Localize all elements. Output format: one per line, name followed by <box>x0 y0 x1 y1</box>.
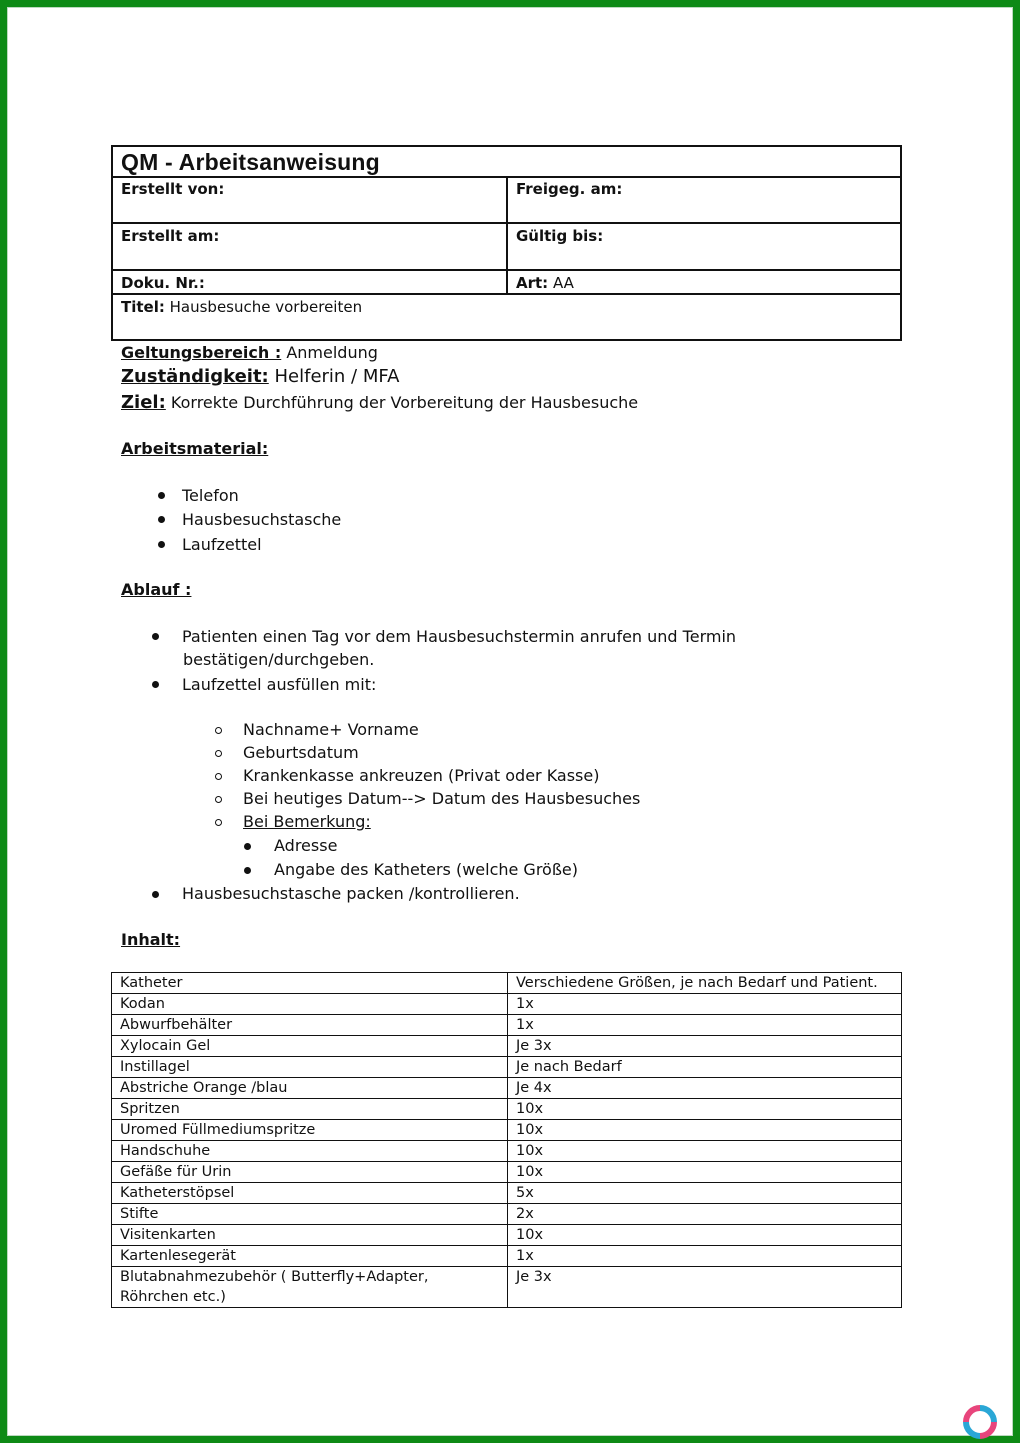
table-row <box>112 1246 902 1267</box>
list-item: Laufzettel <box>182 535 262 554</box>
table-row <box>112 1204 902 1225</box>
goal-line: Ziel: Korrekte Durchführung der Vorbereitung der Hausbesuche <box>121 392 639 413</box>
quantity-cell: 10x <box>508 1225 902 1246</box>
quantity-cell: 10x <box>508 1141 902 1162</box>
qm-header-table <box>111 145 902 341</box>
material-heading: Arbeitsmaterial: <box>121 439 269 458</box>
quantity-cell: Verschiedene Größen, je nach Bedarf und Patient. <box>508 973 902 994</box>
table-row <box>112 1036 902 1057</box>
circle-bullet-icon <box>215 796 222 803</box>
title-field: Titel: Hausbesuche vorbereiten <box>121 298 363 316</box>
quantity-cell: 1x <box>508 1246 902 1267</box>
quantity-cell: Je 3x <box>508 1267 902 1308</box>
table-row <box>112 1057 902 1078</box>
table-row <box>112 994 902 1015</box>
item-cell: Katheterstöpsel <box>112 1183 508 1204</box>
bullet-icon <box>158 541 165 548</box>
procedure-step: Hausbesuchstasche packen /kontrollieren. <box>182 884 520 903</box>
bullet-icon <box>152 633 159 640</box>
quantity-cell: 1x <box>508 994 902 1015</box>
type-field: Art: AA <box>516 274 574 292</box>
bullet-icon <box>152 681 159 688</box>
bullet-icon <box>158 492 165 499</box>
table-row <box>112 1120 902 1141</box>
header-column-divider <box>506 176 508 295</box>
quantity-cell: 10x <box>508 1162 902 1183</box>
item-cell: Katheter <box>112 973 508 994</box>
item-cell: Abwurfbehälter <box>112 1015 508 1036</box>
sub-list-item: Geburtsdatum <box>243 743 359 762</box>
circle-bullet-icon <box>215 750 222 757</box>
bullet-icon <box>244 867 251 874</box>
item-cell: Abstriche Orange /blau <box>112 1078 508 1099</box>
sub-sub-list-item: Adresse <box>274 836 338 855</box>
item-cell: Stifte <box>112 1204 508 1225</box>
table-row <box>112 1015 902 1036</box>
item-cell: Visitenkarten <box>112 1225 508 1246</box>
quantity-cell: Je nach Bedarf <box>508 1057 902 1078</box>
procedure-step: Patienten einen Tag vor dem Hausbesuchstermin anrufen und Termin <box>182 627 737 646</box>
quantity-cell: 10x <box>508 1120 902 1141</box>
item-cell: Xylocain Gel <box>112 1036 508 1057</box>
valid-until-field: Gültig bis: <box>516 227 604 245</box>
table-row <box>112 973 902 994</box>
item-cell: Instillagel <box>112 1057 508 1078</box>
sub-list-item: Bei heutiges Datum--> Datum des Hausbesuches <box>243 789 641 808</box>
sub-list-item: Nachname+ Vorname <box>243 720 419 739</box>
circle-bullet-icon <box>215 727 222 734</box>
document-title: QM - Arbeitsanweisung <box>121 149 380 175</box>
procedure-heading: Ablauf : <box>121 580 192 599</box>
item-cell: Uromed Füllmediumspritze <box>112 1120 508 1141</box>
table-row <box>112 1099 902 1120</box>
released-field: Freigeg. am: <box>516 180 623 198</box>
scope-line: Geltungsbereich : Anmeldung <box>121 343 378 362</box>
quantity-cell: 1x <box>508 1015 902 1036</box>
table-row <box>112 1141 902 1162</box>
table-row <box>112 1267 902 1308</box>
content-table <box>111 972 902 1308</box>
procedure-step: Laufzettel ausfüllen mit: <box>182 675 377 694</box>
sub-list-item: Krankenkasse ankreuzen (Privat oder Kasse) <box>243 766 600 785</box>
circle-bullet-icon <box>215 819 222 826</box>
bullet-icon <box>158 516 165 523</box>
item-cell: Kartenlesegerät <box>112 1246 508 1267</box>
bullet-icon <box>152 891 159 898</box>
created-on-field: Erstellt am: <box>121 227 220 245</box>
item-cell: Spritzen <box>112 1099 508 1120</box>
content-heading: Inhalt: <box>121 930 181 949</box>
created-by-field: Erstellt von: <box>121 180 225 198</box>
circle-bullet-icon <box>215 773 222 780</box>
item-cell: Handschuhe <box>112 1141 508 1162</box>
sub-list-item: Bei Bemerkung: <box>243 812 371 831</box>
quantity-cell: 5x <box>508 1183 902 1204</box>
responsibility-line: Zuständigkeit: Helferin / MFA <box>121 366 400 387</box>
item-cell: Blutabnahmezubehör ( Butterfly+Adapter, Röhrchen etc.) <box>112 1267 508 1308</box>
quantity-cell: Je 3x <box>508 1036 902 1057</box>
list-item: Hausbesuchstasche <box>182 510 342 529</box>
item-cell: Kodan <box>112 994 508 1015</box>
list-item: Telefon <box>182 486 239 505</box>
quantity-cell: Je 4x <box>508 1078 902 1099</box>
doc-number-field: Doku. Nr.: <box>121 274 205 292</box>
procedure-step-continued: bestätigen/durchgeben. <box>183 650 375 669</box>
table-row <box>112 1078 902 1099</box>
table-row <box>112 1183 902 1204</box>
item-cell: Gefäße für Urin <box>112 1162 508 1183</box>
table-row <box>112 1225 902 1246</box>
circular-arrows-logo-icon <box>962 1404 998 1440</box>
sub-sub-list-item: Angabe des Katheters (welche Größe) <box>274 860 579 879</box>
quantity-cell: 10x <box>508 1099 902 1120</box>
quantity-cell: 2x <box>508 1204 902 1225</box>
bullet-icon <box>244 843 251 850</box>
table-row <box>112 1162 902 1183</box>
